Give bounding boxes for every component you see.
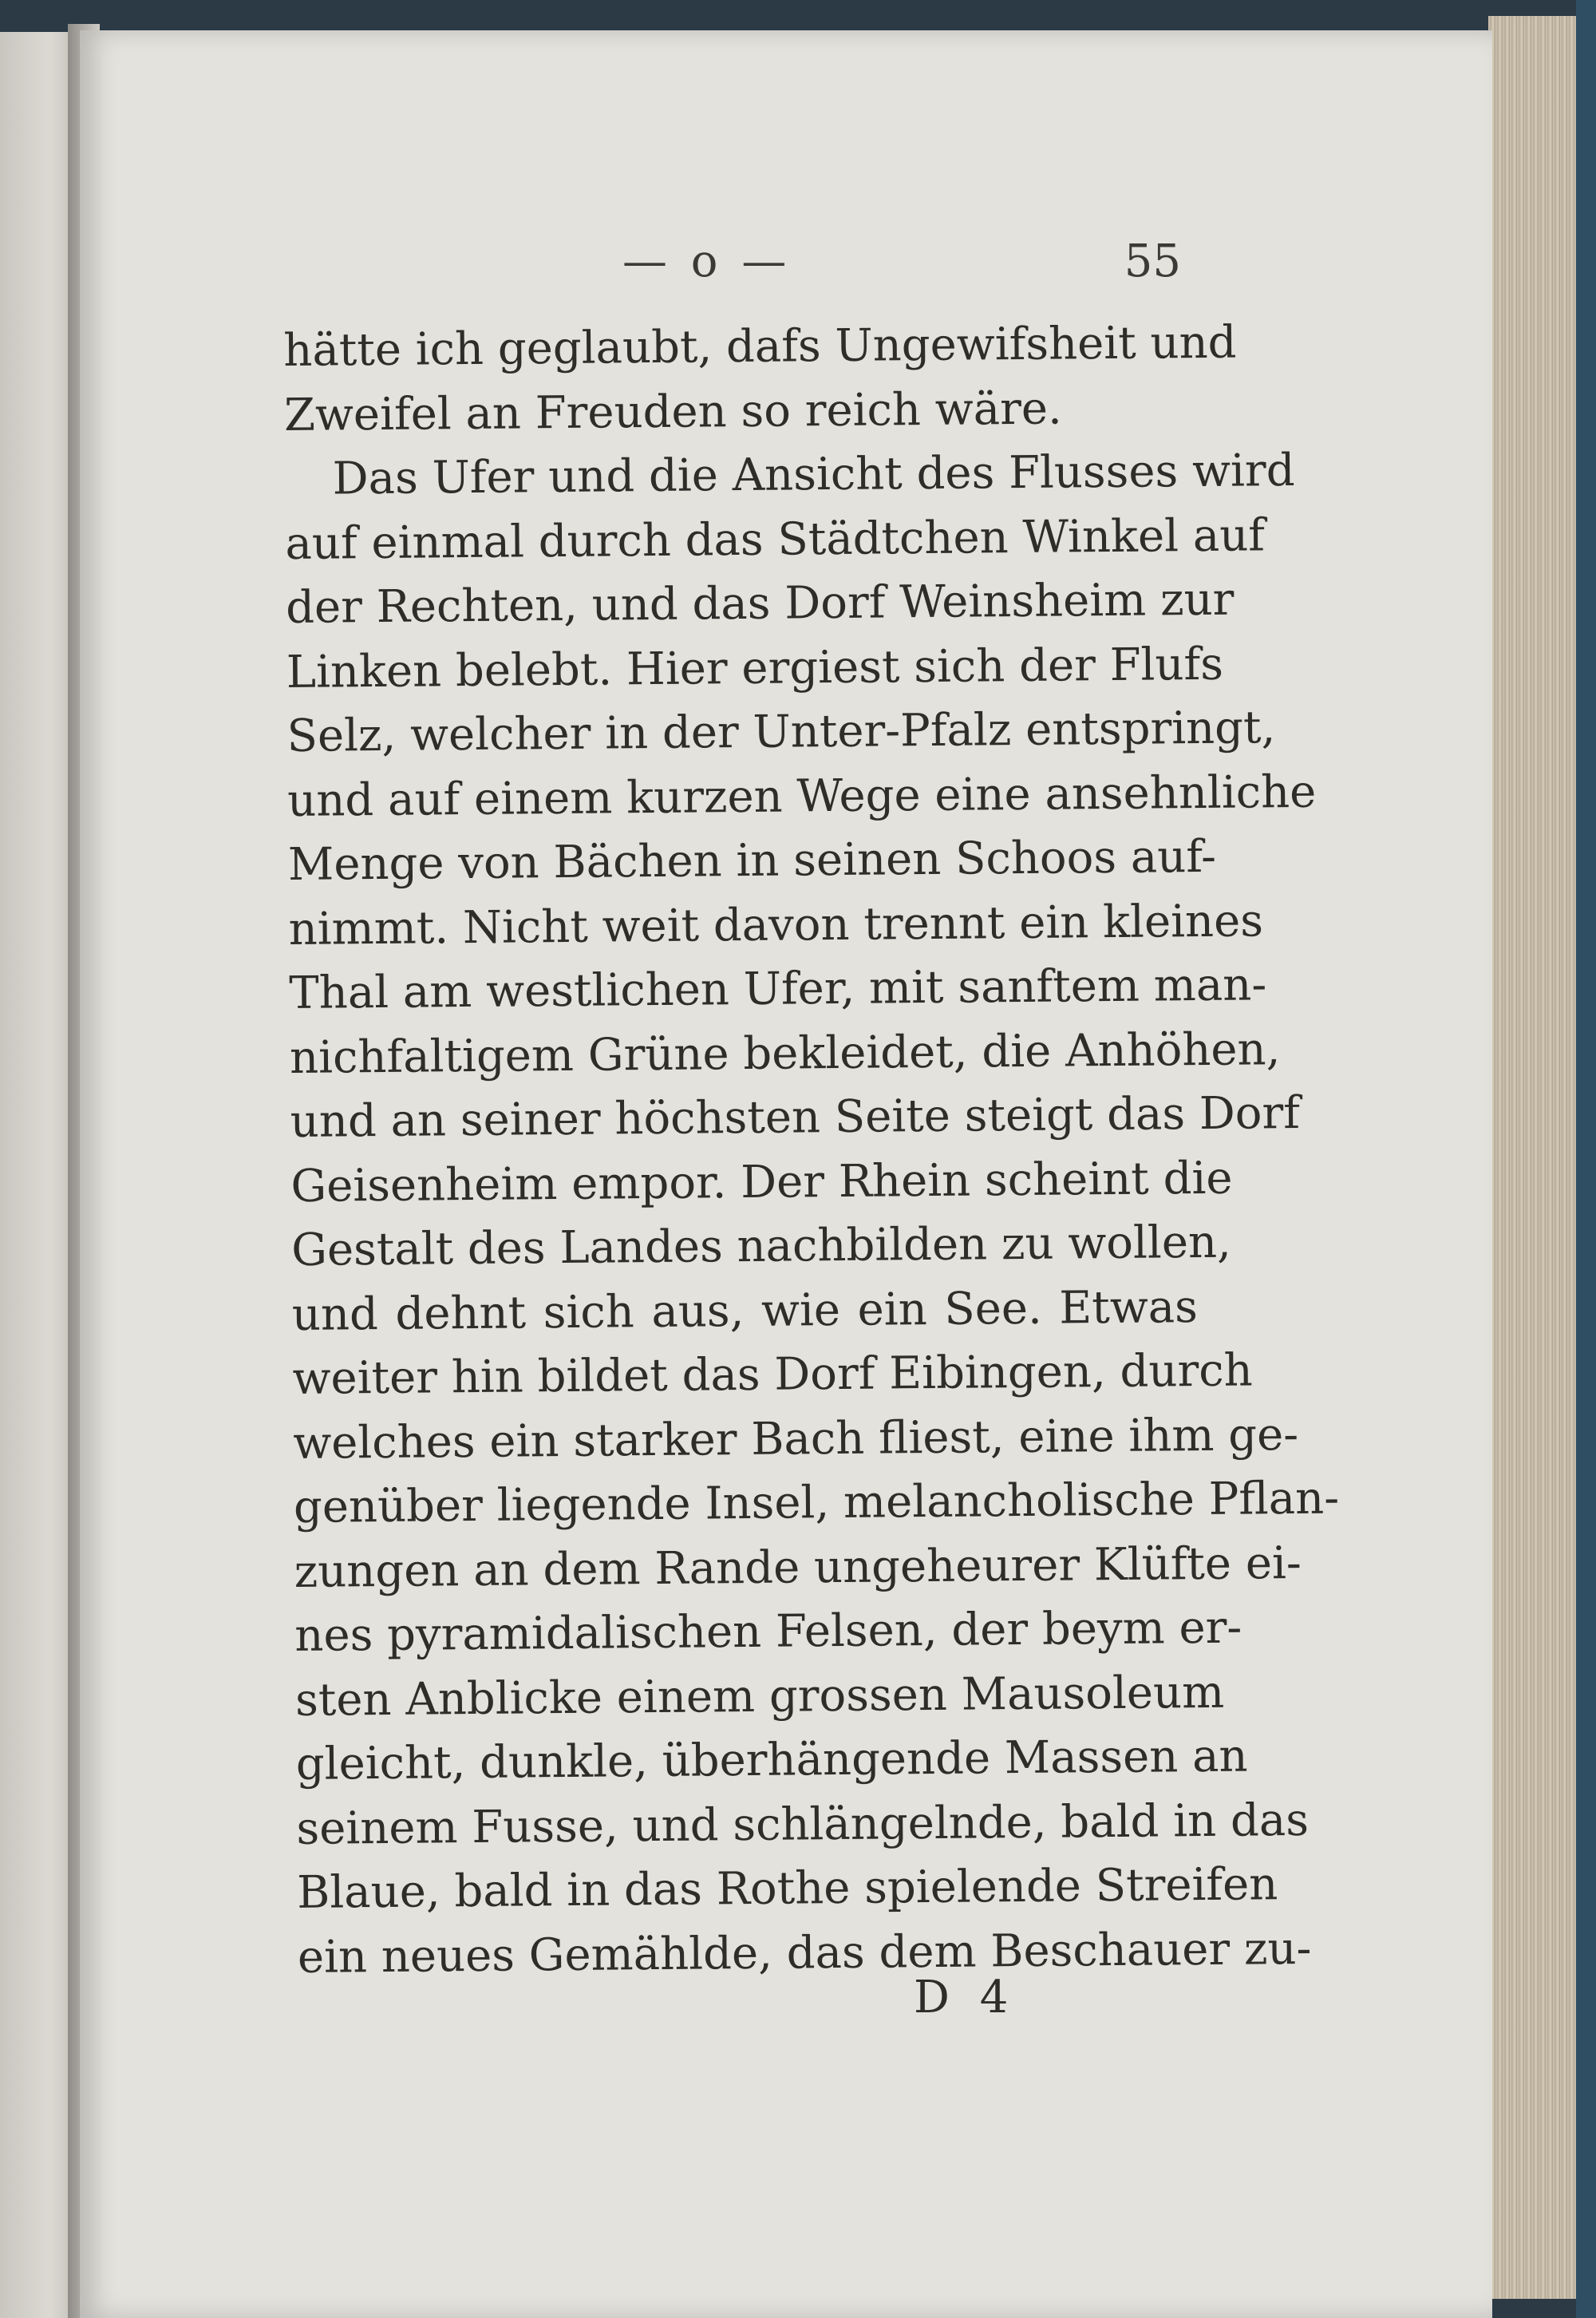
- text-line: welches ein starker Bach fliest, eine ihm ge-: [293, 1408, 1299, 1470]
- text-line: zungen an dem Rande ungeheurer Klüfte ei-: [294, 1537, 1302, 1598]
- text-line: gleicht, dunkle, überhängende Massen an: [295, 1730, 1248, 1790]
- text-line: der Rechten, und das Dorf Weinsheim zur: [285, 573, 1235, 634]
- text-line: Das Ufer und die Ansicht des Flusses wird: [332, 444, 1295, 505]
- text-line: Linken belebt. Hier ergiest sich der Flufs: [286, 638, 1224, 698]
- text-line: weiter hin bildet das Dorf Eibingen, durch: [292, 1344, 1253, 1405]
- page-edges: [1488, 16, 1587, 2299]
- text-line: genüber liegende Insel, melancholische Pflan-: [293, 1472, 1340, 1533]
- body-text: [283, 311, 1340, 1990]
- text-line: nimmt. Nicht weit davon trennt ein kleines: [288, 894, 1264, 955]
- text-line: Blaue, bald in das Rothe spielende Streifen: [296, 1858, 1278, 1919]
- text-line: Gestalt des Landes nachbilden zu wollen,: [290, 1216, 1232, 1276]
- text-line: sten Anblicke einem grossen Mausoleum: [294, 1666, 1225, 1727]
- text-line: hätte ich geglaubt, dafs Ungewifsheit und: [283, 316, 1237, 377]
- signature-mark: D 4: [914, 1972, 1017, 2023]
- text-line: auf einmal durch das Städtchen Winkel auf: [285, 508, 1266, 570]
- book-cover-edge: [1576, 0, 1596, 2318]
- text-line: ein neues Gemählde, das dem Beschauer zu-: [297, 1922, 1312, 1984]
- text-line: seinem Fusse, und schlängelnde, bald in das: [296, 1794, 1310, 1855]
- text-line: Zweifel an Freuden so reich wäre.: [283, 382, 1063, 441]
- text-line: nichfaltigem Grüne bekleidet, die Anhöhen,: [289, 1023, 1281, 1084]
- text-line: und dehnt sich aus, wie ein See. Etwas: [291, 1280, 1199, 1341]
- text-line: Menge von Bächen in seinen Schoos auf-: [287, 830, 1217, 891]
- text-line: Thal am westlichen Ufer, mit sanftem man-: [289, 959, 1267, 1019]
- text-line: und auf einem kurzen Wege eine ansehnliche: [286, 765, 1317, 827]
- text-line: nes pyramidalischen Felsen, der beym er-: [294, 1601, 1242, 1662]
- running-head: — o —: [622, 235, 792, 287]
- page-header: [606, 235, 1181, 307]
- text-line: Selz, welcher in der Unter-Pfalz entspringt,: [286, 702, 1276, 762]
- page-number: 55: [1124, 235, 1181, 287]
- text-line: Geisenheim empor. Der Rhein scheint die: [290, 1152, 1233, 1212]
- text-line: und an seiner höchsten Seite steigt das Dorf: [290, 1086, 1301, 1148]
